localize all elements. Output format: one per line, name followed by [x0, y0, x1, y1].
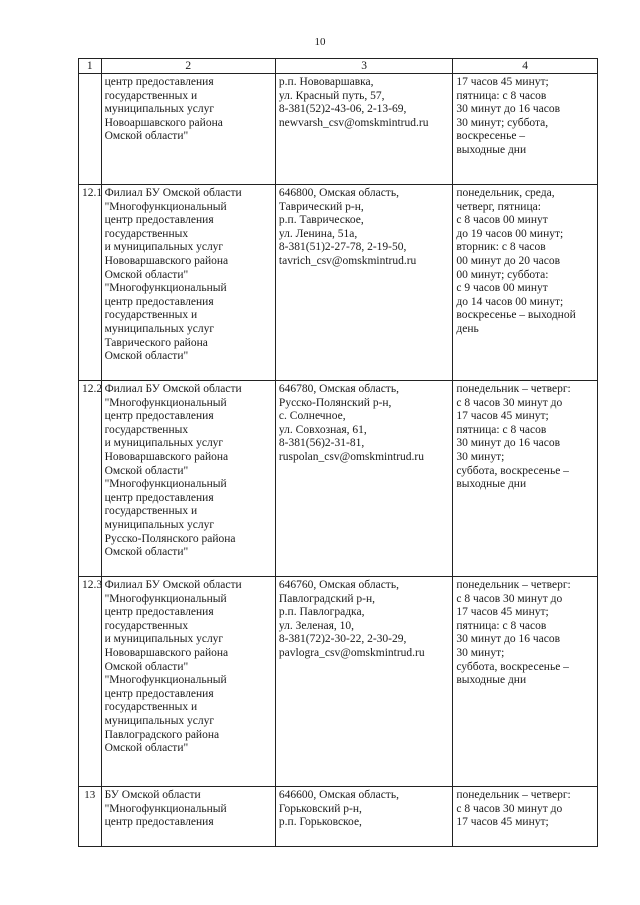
header-col-3: 3: [275, 59, 452, 74]
organization-name-line: центр предоставления: [104, 214, 214, 227]
organization-name-line: и муниципальных услуг: [104, 241, 224, 254]
working-hours-line: до 19 часов 00 минут;: [456, 227, 564, 240]
organization-name-line: муниципальных услуг: [104, 714, 215, 727]
address-line: р.п. Нововаршавка,: [278, 76, 374, 88]
organization-name-line: центр предоставления: [104, 410, 214, 423]
organization-name-line: центр предоставления: [104, 816, 214, 829]
address-line: 646760, Омская область,: [278, 579, 399, 591]
address-line: 646800, Омская область,: [278, 187, 399, 199]
organization-name-line: Таврического района: [104, 336, 208, 349]
working-hours-line: 17 часов 45 минут;: [456, 816, 549, 829]
organization-name-line: Нововаршавского района: [104, 254, 229, 267]
working-hours-line: 30 минут до 16 часов: [456, 437, 560, 450]
address-line: р.п. Таврическое,: [278, 214, 364, 227]
organization-name-line: муниципальных услуг: [104, 322, 215, 335]
working-hours-line: 17 часов 45 минут;: [456, 76, 549, 88]
address-line: Русско-Полянский р-н,: [278, 396, 392, 409]
working-hours-line: пятница: с 8 часов: [456, 89, 547, 102]
organization-name-line: Филиал БУ Омской области: [104, 383, 242, 395]
address-line: ул. Совхозная, 61,: [278, 423, 367, 436]
working-hours-line: с 9 часов 00 минут: [456, 282, 548, 295]
row-number: [79, 74, 102, 185]
row-number: 12.3: [79, 577, 102, 787]
working-hours-line: с 8 часов 30 минут до: [456, 396, 563, 409]
address-line: с. Солнечное,: [278, 410, 346, 423]
header-col-2: 2: [101, 59, 275, 74]
organization-name-line: "Многофункциональный: [104, 282, 227, 295]
working-hours-line: с 8 часов 30 минут до: [456, 592, 563, 605]
working-hours-line: день: [456, 322, 479, 335]
organization-name-line: муниципальных услуг: [104, 103, 215, 116]
organization-name-line: центр предоставления: [104, 295, 214, 308]
organization-name-line: центр предоставления: [104, 687, 214, 700]
table-row: [79, 74, 598, 185]
row-number: 12.1: [79, 185, 102, 381]
address-line: ул. Зеленая, 10,: [278, 619, 355, 632]
working-hours-line: выходные дни: [456, 674, 527, 687]
organization-name-line: Омской области": [104, 742, 189, 755]
organization-name-cell: [101, 787, 275, 847]
table-row: [79, 185, 598, 381]
organization-name-line: Нововаршавского района: [104, 646, 229, 659]
working-hours-line: понедельник – четверг:: [456, 383, 571, 395]
organization-name-cell: [101, 577, 275, 787]
organization-name-line: государственных и: [104, 505, 198, 518]
working-hours-cell: [453, 74, 598, 185]
working-hours-line: 30 минут;: [456, 646, 505, 659]
working-hours-line: воскресенье –: [456, 130, 526, 143]
organization-name-line: государственных: [104, 619, 189, 632]
address-cell: [275, 185, 452, 381]
table-header: [79, 59, 598, 74]
address-line: pavlogra_csv@omskmintrud.ru: [278, 646, 425, 659]
table-row: [79, 381, 598, 577]
organization-name-cell: [101, 381, 275, 577]
organization-name-line: Омской области": [104, 660, 189, 673]
address-line: 8-381(72)2-30-22, 2-30-29,: [278, 633, 407, 646]
row-number: 12.2: [79, 381, 102, 577]
working-hours-line: понедельник, среда,: [456, 187, 555, 199]
working-hours-line: 30 минут до 16 часов: [456, 103, 560, 116]
organization-name-line: и муниципальных услуг: [104, 633, 224, 646]
organization-name-line: центр предоставления: [104, 606, 214, 619]
organization-name-line: государственных: [104, 423, 189, 436]
working-hours-line: 17 часов 45 минут;: [456, 410, 549, 423]
working-hours-cell: [453, 381, 598, 577]
organization-name-line: центр предоставления: [104, 491, 214, 504]
address-line: ул. Красный путь, 57,: [278, 89, 385, 102]
table-body: [79, 74, 598, 847]
address-line: 646600, Омская область,: [278, 789, 399, 801]
working-hours-cell: [453, 787, 598, 847]
address-line: 646780, Омская область,: [278, 383, 399, 395]
working-hours-line: с 8 часов 30 минут до: [456, 802, 563, 815]
organization-name-line: центр предоставления: [104, 76, 214, 88]
working-hours-line: 17 часов 45 минут;: [456, 606, 549, 619]
organization-name-line: Омской области": [104, 350, 189, 363]
working-hours-line: понедельник – четверг:: [456, 789, 571, 801]
address-cell: [275, 577, 452, 787]
working-hours-line: выходные дни: [456, 143, 527, 156]
address-cell: [275, 787, 452, 847]
organization-name-line: "Многофункциональный: [104, 592, 227, 605]
address-line: 8-381(52)2-43-06, 2-13-69,: [278, 103, 407, 116]
table-row: [79, 577, 598, 787]
address-line: Павлоградский р-н,: [278, 592, 376, 605]
organization-name-line: Филиал БУ Омской области: [104, 579, 242, 591]
organization-name-line: Филиал БУ Омской области: [104, 187, 242, 199]
organization-name-line: государственных и: [104, 701, 198, 714]
working-hours-line: вторник: с 8 часов: [456, 241, 546, 254]
address-cell: [275, 74, 452, 185]
address-line: 8-381(51)2-27-78, 2-19-50,: [278, 241, 407, 254]
organization-name-line: муниципальных услуг: [104, 518, 215, 531]
organization-name-line: Русско-Полянского района: [104, 532, 236, 545]
working-hours-cell: [453, 185, 598, 381]
address-line: ruspolan_csv@omskmintrud.ru: [278, 450, 424, 463]
organization-name-line: Омской области": [104, 546, 189, 559]
header-col-1: 1: [79, 59, 102, 74]
working-hours-line: выходные дни: [456, 478, 527, 491]
header-col-4: 4: [453, 59, 598, 74]
address-line: Горьковский р-н,: [278, 802, 362, 815]
address-line: newvarsh_csv@omskmintrud.ru: [278, 116, 429, 129]
branches-table: [78, 58, 598, 847]
organization-name-line: "Многофункциональный: [104, 674, 227, 687]
organization-name-line: и муниципальных услуг: [104, 437, 224, 450]
address-line: 8-381(56)2-31-81,: [278, 437, 365, 450]
working-hours-line: суббота, воскресенье –: [456, 660, 569, 673]
organization-name-cell: [101, 185, 275, 381]
address-line: tavrich_csv@omskmintrud.ru: [278, 254, 417, 267]
organization-name-line: Омской области": [104, 464, 189, 477]
working-hours-line: 00 минут; суббота:: [456, 268, 549, 281]
working-hours-line: с 8 часов 00 минут: [456, 214, 548, 227]
working-hours-line: 30 минут; суббота,: [456, 116, 549, 129]
organization-name-line: "Многофункциональный: [104, 200, 227, 213]
organization-name-cell: [101, 74, 275, 185]
working-hours-line: понедельник – четверг:: [456, 579, 571, 591]
row-number: 13: [79, 787, 102, 847]
working-hours-line: до 14 часов 00 минут;: [456, 295, 564, 308]
page-number: 10: [314, 36, 326, 48]
working-hours-cell: [453, 577, 598, 787]
working-hours-line: суббота, воскресенье –: [456, 464, 569, 477]
organization-name-line: Павлоградского района: [104, 728, 220, 741]
table-row: [79, 787, 598, 847]
working-hours-line: четверг, пятница:: [456, 200, 541, 213]
working-hours-line: пятница: с 8 часов: [456, 619, 547, 632]
working-hours-line: 30 минут до 16 часов: [456, 633, 560, 646]
working-hours-line: 00 минут до 20 часов: [456, 254, 560, 267]
organization-name-line: "Многофункциональный: [104, 802, 227, 815]
organization-name-line: Омской области": [104, 268, 189, 281]
address-cell: [275, 381, 452, 577]
organization-name-line: Нововаршавского района: [104, 450, 229, 463]
working-hours-line: пятница: с 8 часов: [456, 423, 547, 436]
organization-name-line: государственных: [104, 227, 189, 240]
address-line: р.п. Горьковское,: [278, 816, 362, 829]
organization-name-line: БУ Омской области: [104, 789, 201, 801]
working-hours-line: воскресенье – выходной: [456, 309, 576, 322]
organization-name-line: "Многофункциональный: [104, 396, 227, 409]
address-line: Таврический р-н,: [278, 200, 364, 213]
organization-name-line: государственных и: [104, 89, 198, 102]
organization-name-line: "Многофункциональный: [104, 478, 227, 491]
address-line: р.п. Павлоградка,: [278, 606, 365, 619]
organization-name-line: Омской области": [104, 130, 189, 143]
organization-name-line: государственных и: [104, 309, 198, 322]
organization-name-line: Новоаршавского района: [104, 116, 223, 129]
working-hours-line: 30 минут;: [456, 450, 505, 463]
address-line: ул. Ленина, 51а,: [278, 227, 358, 240]
